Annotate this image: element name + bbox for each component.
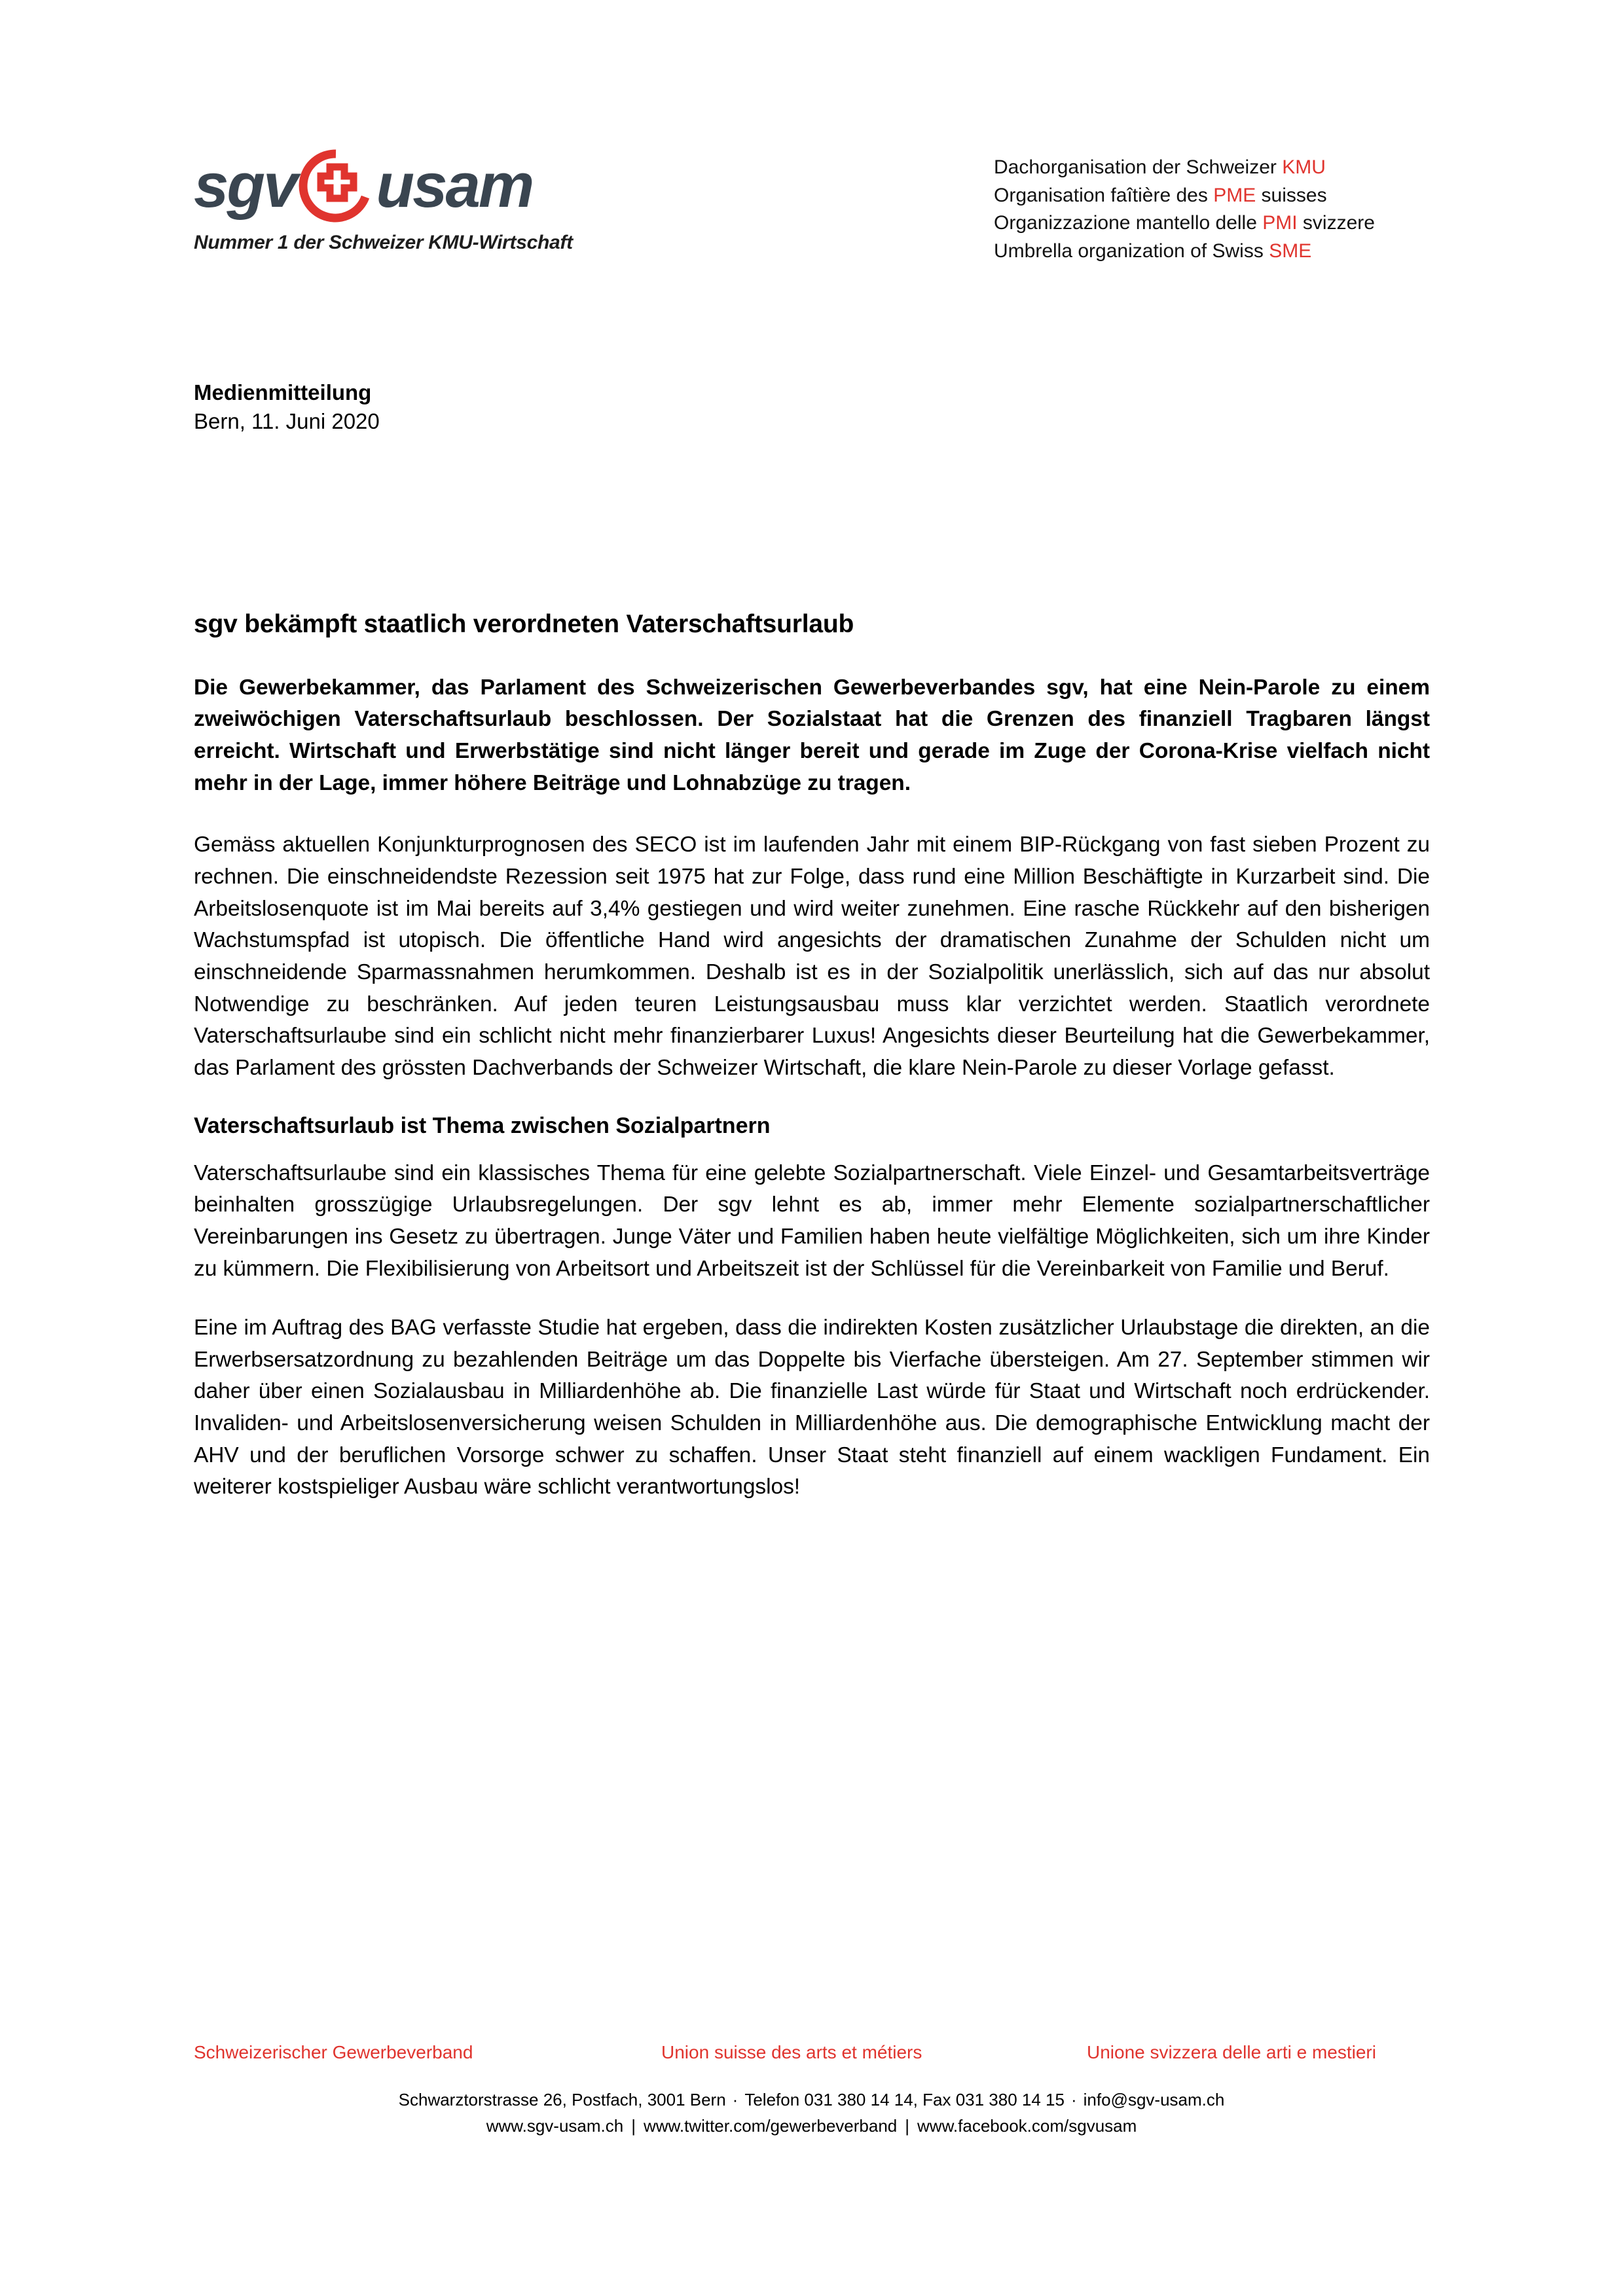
page-title: sgv bekämpft staatlich verordneten Vaterschaftsurlaub [194,610,854,638]
org-line-fr-highlight: PME [1213,184,1256,206]
footer-separator-bar-1: | [631,2116,636,2136]
place-and-date: Bern, 11. Juni 2020 [194,408,380,433]
document-body [194,609,1430,1531]
lead-paragraph: Die Gewerbekammer, das Parlament des Schweizerischen Gewerbeverbandes sgv, hat eine Nein-Parole zu einem zweiwöchigen Vaterschaftsurlaub beschlossen. Der Sozialstaat hat die Grenzen des finanziell Tragbaren längst erreicht. Wirtschaft und Erwerbstätige sind nicht länger bereit und gerade im Zuge der Corona-Krise vielfach nicht mehr in der Lage, immer höhere Beiträge und Lohnabzüge zu tragen. [194,675,1430,795]
footer-website-link[interactable]: www.sgv-usam.ch [486,2116,624,2136]
footer-twitter-link[interactable]: www.twitter.com/gewerbeverband [643,2116,898,2136]
logo-word-usam: usam [376,151,533,221]
logo-tagline: Nummer 1 der Schweizer KMU-Wirtschaft [194,232,573,253]
org-line-fr-suffix: suisses [1256,184,1327,206]
org-line-it-highlight: PMI [1262,212,1298,234]
org-line-en-highlight: SME [1269,240,1312,262]
footer-separator-dot-1: · [732,2090,739,2109]
footer-phone: Telefon 031 380 14 14, Fax 031 380 14 15 [744,2090,1065,2109]
org-line-it [994,209,1375,238]
org-line-de-highlight: KMU [1282,156,1326,178]
logo-wordmark-row [194,147,600,224]
org-line-de [994,154,1375,182]
footer-name-de: Schweizerischer Gewerbeverband [194,2042,473,2062]
document-footer [0,2042,1623,2140]
footer-name-fr: Union suisse des arts et métiers [661,2042,922,2062]
body-paragraph-3: Eine im Auftrag des BAG verfasste Studie hat ergeben, dass die indirekten Kosten zusätzlicher Urlaubstage die direkten, an die Erwerbsersatzordnung zu bezahlenden Beiträge um das Doppelte bis Vierfache übersteigen. Am 27. September stimmen wir daher über einen Sozialausbau in Milliardenhöhe ab. Die finanzielle Last würde für Staat und Wirtschaft noch erdrückender. Invaliden- und Arbeitslosenversicherung weisen Schulden in Milliardenhöhe aus. Die demographische Entwicklung macht der AHV und der beruflichen Vorsorge schwer zu schaffen. Unser Staat steht finanziell auf einem wackligen Fundament. Ein weiterer kostspieliger Ausbau wäre schlicht verantwortungslos! [194,1316,1430,1499]
org-line-en [994,238,1375,266]
footer-address: Schwarztorstrasse 26, Postfach, 3001 Bern [398,2090,726,2109]
org-line-fr-prefix: Organisation faîtière des [994,184,1214,206]
document-header [194,147,1429,278]
footer-separator-bar-2: | [905,2116,910,2136]
org-line-de-prefix: Dachorganisation der Schweizer [994,156,1283,178]
org-line-en-prefix: Umbrella organization of Swiss [994,240,1269,262]
footer-contact-block [0,2087,1623,2140]
footer-contact-line-1 [0,2087,1623,2113]
footer-organization-names [0,2042,1623,2071]
footer-separator-dot-2: · [1070,2090,1077,2109]
org-line-it-prefix: Organizzazione mantello delle [994,212,1263,234]
org-line-it-suffix: svizzere [1297,212,1375,234]
press-release-kicker [194,378,380,435]
footer-facebook-link[interactable]: www.facebook.com/sgvusam [917,2116,1137,2136]
org-line-fr [994,182,1375,210]
footer-name-it: Unione svizzera delle arti e mestieri [1087,2042,1376,2062]
body-paragraph-2: Vaterschaftsurlaube sind ein klassisches Thema für eine gelebte Sozialpartnerschaft. Viele Einzel- und Gesamtarbeitsverträge beinhalten grosszügige Urlaubsregelungen. Der sgv lehnt es ab, immer mehr Elemente sozialpartnerschaftlicher Vereinbarungen ins Gesetz zu übertragen. Junge Väter und Familien haben heute vielfältige Möglichkeiten, sich um ihre Kinder zu kümmern. Die Flexibilisierung von Arbeitsort und Arbeitszeit ist der Schlüssel für die Vereinbarkeit von Familie und Beruf. [194,1160,1430,1281]
body-paragraph-1: Gemäss aktuellen Konjunkturprognosen des SECO ist im laufenden Jahr mit einem BIP-Rückgang von fast sieben Prozent zu rechnen. Die einschneidendste Rezession seit 1975 hat zur Folge, dass rund eine Million Beschäftigte in Kurzarbeit sind. Die Arbeitslosenquote ist im Mai bereits auf 3,4% gestiegen und wird weiter zunehmen. Eine rasche Rückkehr auf den bisherigen Wachstumspfad ist utopisch. Die öffentliche Hand wird angesichts der dramatischen Zunahme der Schulden nicht um einschneidende Sparmassnahmen herumkommen. Deshalb ist es in der Sozialpolitik unerlässlich, sich auf das nur absolut Notwendige zu beschränken. Auf jeden teuren Leistungsausbau muss klar verzichtet werden. Staatlich verordnete Vaterschaftsurlaube sind ein schlicht nicht mehr finanzierbarer Luxus! Angesichts dieser Beurteilung hat die Gewerbekammer, das Parlament des grössten Dachverbands der Schweizer Wirtschaft, die klare Nein-Parole zu dieser Vorlage gefasst. [194,833,1430,1080]
logo-word-sgv: sgv [194,151,297,221]
sgv-usam-logo [194,147,600,255]
document-type-label: Medienmitteilung [194,380,372,404]
organization-descriptor-lines [994,154,1375,265]
footer-contact-line-2 [0,2113,1623,2139]
sgv-usam-swiss-cross-logo-icon [297,147,374,224]
footer-email-link[interactable]: info@sgv-usam.ch [1083,2090,1225,2109]
section-subheading: Vaterschaftsurlaub ist Thema zwischen Sozialpartnern [194,1113,771,1139]
